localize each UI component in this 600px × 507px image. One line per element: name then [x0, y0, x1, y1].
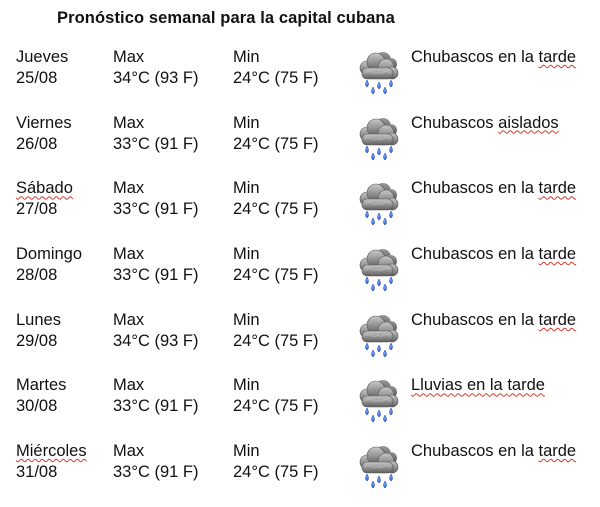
- day-date: 25/08: [16, 69, 58, 87]
- max-temp: 33°C (91 F): [113, 200, 199, 219]
- day-name: Jueves: [16, 48, 69, 66]
- day-cell: [16, 244, 82, 286]
- forecast-description: [411, 441, 576, 462]
- description-text: Chubascos en la: [411, 310, 539, 329]
- description-text: Chubascos en la: [411, 442, 539, 461]
- day-date: 29/08: [16, 331, 58, 350]
- max-label: Max: [113, 245, 145, 264]
- max-label: Max: [113, 113, 145, 132]
- max-temp: 33°C (91 F): [113, 397, 199, 416]
- page-title: Pronóstico semanal para la capital cubana: [57, 9, 395, 27]
- day-date: 28/08: [16, 266, 58, 285]
- description-text-end: tarde: [538, 179, 577, 198]
- min-temp: 24°C (75 F): [233, 134, 319, 153]
- min-label: Min: [233, 179, 260, 198]
- min-temp: 24°C (75 F): [233, 200, 319, 219]
- forecast-row: [0, 244, 600, 310]
- day-name: Domingo: [16, 245, 83, 264]
- day-cell: [16, 47, 68, 89]
- forecast-description: [411, 47, 576, 68]
- max-label: Max: [113, 179, 145, 198]
- day-date: 27/08: [16, 200, 58, 219]
- description-text-end: aislados: [498, 113, 559, 132]
- min-cell: [233, 244, 318, 286]
- max-cell: [113, 244, 198, 286]
- min-cell: [233, 441, 318, 483]
- min-temp: 24°C (75 F): [233, 331, 319, 350]
- forecast-description: [411, 113, 559, 134]
- description-text-end: tarde: [538, 310, 577, 329]
- description-text: Lluvias en la: [411, 376, 508, 395]
- rain-cloud-icon: [356, 246, 400, 292]
- max-cell: [113, 113, 198, 155]
- description-text-end: tarde: [538, 48, 577, 66]
- max-label: Max: [113, 310, 145, 329]
- max-cell: [113, 441, 198, 483]
- forecast-list: [0, 47, 600, 507]
- day-date: 31/08: [16, 463, 58, 482]
- forecast-description: [411, 375, 545, 396]
- day-name: Lunes: [16, 310, 61, 329]
- day-date: 26/08: [16, 134, 58, 153]
- description-text: Chubascos en la: [411, 245, 539, 264]
- rain-cloud-icon: [356, 377, 400, 423]
- rain-cloud-icon: [356, 180, 400, 226]
- forecast-row: [0, 47, 600, 113]
- forecast-row: [0, 113, 600, 179]
- description-text: Chubascos: [411, 113, 499, 132]
- min-label: Min: [233, 113, 260, 132]
- forecast-description: [411, 244, 576, 265]
- min-label: Min: [233, 48, 260, 66]
- rain-cloud-icon: [356, 443, 400, 489]
- rain-cloud-icon: [356, 49, 400, 95]
- min-cell: [233, 178, 318, 220]
- description-text-end: tarde: [538, 442, 577, 461]
- description-text: Chubascos en la: [411, 179, 539, 198]
- min-label: Min: [233, 442, 260, 461]
- max-cell: [113, 47, 198, 89]
- max-temp: 34°C (93 F): [113, 331, 199, 350]
- forecast-description: [411, 310, 576, 331]
- min-cell: [233, 113, 318, 155]
- day-cell: [16, 178, 73, 220]
- max-label: Max: [113, 48, 145, 66]
- forecast-row: [0, 178, 600, 244]
- rain-cloud-icon: [356, 312, 400, 358]
- max-label: Max: [113, 376, 145, 395]
- day-cell: [16, 113, 72, 155]
- max-temp: 33°C (91 F): [113, 266, 199, 285]
- max-cell: [113, 178, 198, 220]
- day-cell: [16, 375, 66, 417]
- forecast-row: [0, 441, 600, 507]
- rain-cloud-icon: [356, 115, 400, 161]
- day-date: 30/08: [16, 397, 58, 416]
- description-text-end: tarde: [538, 245, 577, 264]
- min-label: Min: [233, 310, 260, 329]
- min-temp: 24°C (75 F): [233, 463, 319, 482]
- min-label: Min: [233, 245, 260, 264]
- min-temp: 24°C (75 F): [233, 266, 319, 285]
- max-temp: 33°C (91 F): [113, 134, 199, 153]
- description-text-end: tarde: [507, 376, 545, 395]
- min-temp: 24°C (75 F): [233, 397, 319, 416]
- day-name: Viernes: [16, 113, 72, 132]
- forecast-row: [0, 310, 600, 376]
- day-name: Miércoles: [16, 442, 87, 461]
- max-cell: [113, 375, 198, 417]
- min-cell: [233, 375, 318, 417]
- max-temp: 34°C (93 F): [113, 69, 199, 87]
- day-name: Sábado: [16, 179, 73, 198]
- max-label: Max: [113, 442, 145, 461]
- day-name: Martes: [16, 376, 67, 395]
- max-temp: 33°C (91 F): [113, 463, 199, 482]
- day-cell: [16, 310, 61, 352]
- max-cell: [113, 310, 198, 352]
- min-cell: [233, 47, 318, 89]
- description-text: Chubascos en la: [411, 48, 539, 66]
- day-cell: [16, 441, 87, 483]
- min-temp: 24°C (75 F): [233, 69, 319, 87]
- min-cell: [233, 310, 318, 352]
- min-label: Min: [233, 376, 260, 395]
- forecast-row: [0, 375, 600, 441]
- forecast-description: [411, 178, 576, 199]
